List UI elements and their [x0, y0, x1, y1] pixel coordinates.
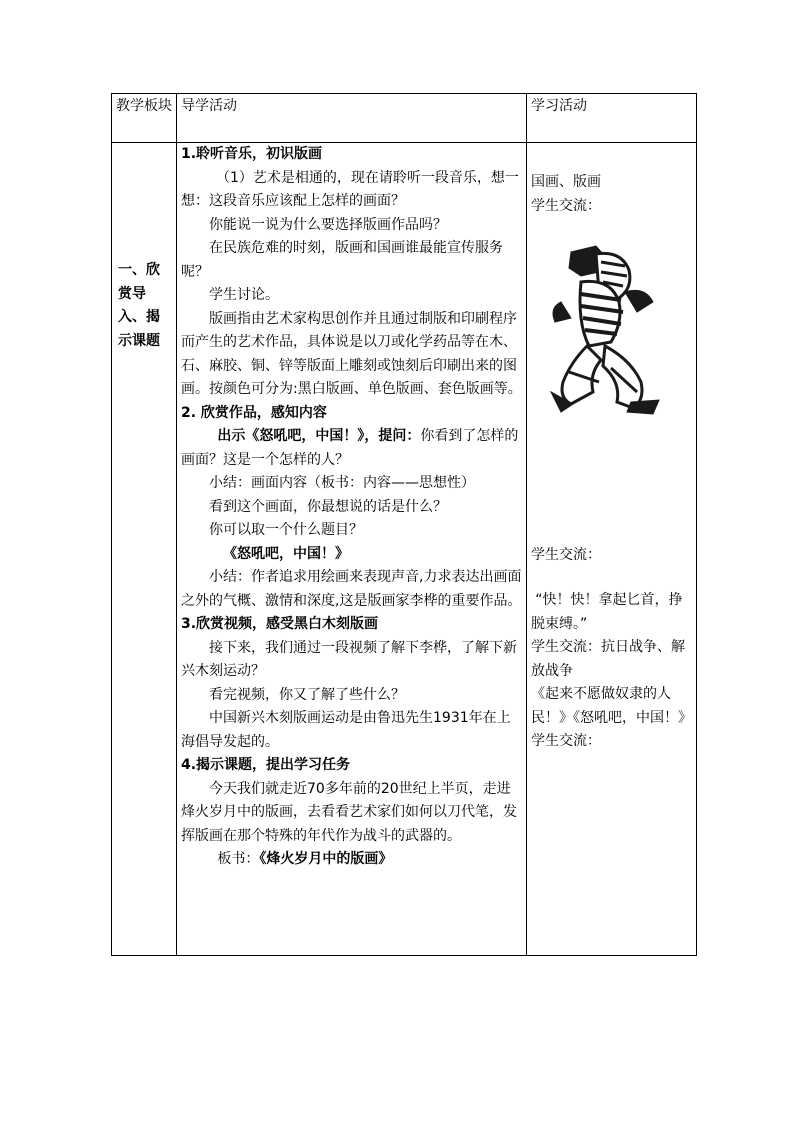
- guide-paragraph: 4.揭示课题，提出学习任务: [181, 757, 351, 773]
- guide-paragraph: [181, 425, 522, 472]
- guide-rest: 你看到了怎样的画面？这是一个怎样的人？: [181, 428, 519, 468]
- guide-bold-lead: 出示《怒吼吧，中国！》，提问：: [217, 428, 421, 444]
- header-cell-stage: 教学板块: [112, 94, 177, 143]
- learning-line: “快！快！拿起匕首，挣脱束缚。”: [531, 592, 683, 632]
- guide-bold-tail: 《烽火岁月中的版画》: [259, 851, 393, 867]
- guide-lead: 板书：: [217, 851, 260, 867]
- guide-paragraph: 你可以取一个什么题目？: [209, 522, 363, 538]
- learning-line: 国画、版画: [531, 174, 601, 190]
- header-cell-guide: 导学活动: [177, 94, 527, 143]
- guide-paragraph: 看完视频，你又了解了些什么？: [209, 686, 405, 703]
- learning-line: 学生交流：抗日战争、解放战争: [531, 639, 685, 679]
- header-row: [112, 94, 697, 143]
- guide-paragraph: 你能说一说为什么要选择版画作品吗？: [209, 216, 447, 233]
- guide-paragraph: （1）艺术是相通的，现在请聆听一段音乐，想一想：这段音乐应该配上怎样的画面？: [181, 169, 519, 209]
- content-row: [112, 143, 697, 956]
- guide-paragraph: 接下来，我们通过一段视频了解下李桦，了解下新兴木刻运动？: [181, 639, 517, 679]
- stage-cell: [112, 143, 177, 956]
- lesson-plan-table: [111, 93, 697, 956]
- guide-list: [181, 143, 522, 872]
- guide-paragraph: 3.欣赏视频，感受黑白木刻版画: [181, 616, 379, 632]
- woodcut-artwork-image: [541, 242, 661, 417]
- guide-paragraph: 中国新兴木刻版画运动是由鲁迅先生1931年在上海倡导发起的。: [181, 710, 511, 750]
- guide-paragraph: 2. 欣赏作品，感知内容: [181, 404, 327, 421]
- learning-line: 《起来不愿做奴隶的人民！》《怒吼吧，中国！》: [531, 686, 692, 726]
- guide-paragraph: 小结：作者追求用绘画来表现声音,力求表达出画面之外的气概、激情和深度,这是版画家李桦的重要作品。: [181, 569, 522, 609]
- guide-paragraph: [181, 848, 522, 872]
- guide-paragraph: 看到这个画面，你最想说的话是什么？: [209, 498, 447, 515]
- header-cell-learning: 学习活动: [527, 94, 697, 143]
- guide-paragraph: 《怒吼吧，中国！》: [223, 545, 349, 562]
- learning-line: 学生交流：: [531, 733, 601, 749]
- guide-paragraph: 1.聆听音乐，初识版画: [181, 146, 323, 162]
- learning-line: 学生交流：: [531, 546, 601, 563]
- guide-paragraph: 小结：画面内容（板书：内容——思想性）: [209, 475, 475, 491]
- guide-paragraph: 在民族危难的时刻，版画和国画谁最能宣传服务呢？: [181, 240, 503, 280]
- guide-paragraph: 版画指由艺术家构思创作并且通过制版和印刷程序而产生的艺术作品，具体说是以刀或化学药品等在木、石、麻胶、铜、锌等版面上雕刻或蚀刻后印刷出来的图画。按颜色可分为:黑白版画、单色版画、套色版画等。: [181, 310, 522, 397]
- learning-line: 学生交流：: [531, 197, 601, 214]
- learning-cell: [527, 143, 697, 956]
- guide-paragraph: 今天我们就走近70多年前的20世纪上半页，走进烽火岁月中的版画，去看看艺术家们如何以刀代笔，发挥版画在那个特殊的年代作为战斗的武器的。: [181, 780, 517, 844]
- guide-cell: [177, 143, 527, 956]
- guide-paragraph: 学生讨论。: [209, 287, 279, 303]
- stage-title: 一、欣赏导入、揭示课题: [118, 262, 160, 349]
